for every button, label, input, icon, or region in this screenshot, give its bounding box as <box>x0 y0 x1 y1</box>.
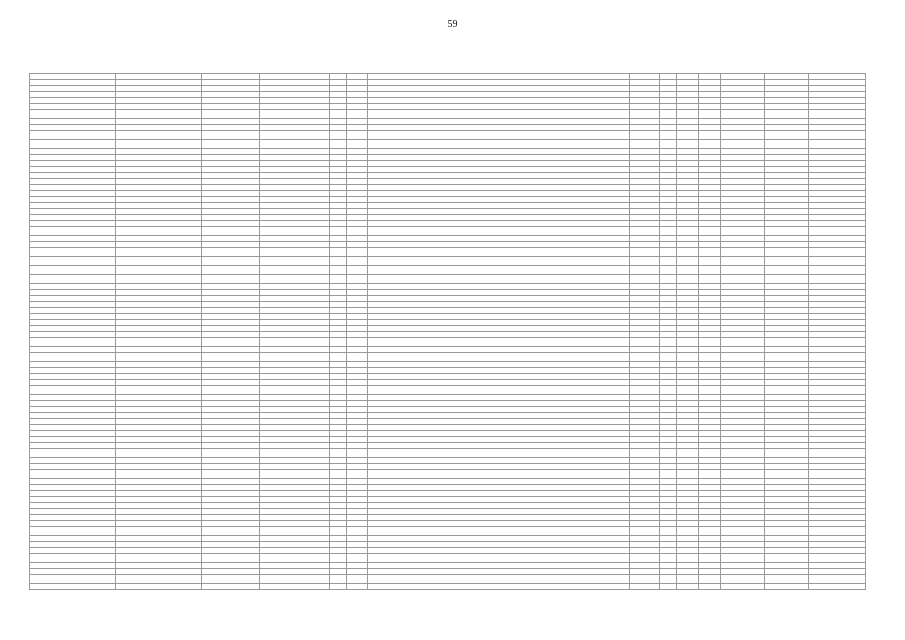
table-cell <box>809 470 866 479</box>
table-cell <box>116 527 202 536</box>
table-row <box>30 110 866 119</box>
table-cell <box>809 131 866 140</box>
table-cell <box>260 131 330 140</box>
table-cell <box>721 470 765 479</box>
table-cell <box>699 575 721 584</box>
table-cell <box>660 527 677 536</box>
table-cell <box>660 575 677 584</box>
table-cell <box>30 131 116 140</box>
table-cell <box>677 353 699 362</box>
table-cell <box>660 227 677 236</box>
table-cell <box>368 449 630 458</box>
table-cell <box>116 584 202 590</box>
table-cell <box>660 110 677 119</box>
table-cell <box>765 131 809 140</box>
table-cell <box>721 266 765 275</box>
table-cell <box>260 248 330 257</box>
table-cell <box>765 449 809 458</box>
table-cell <box>202 353 260 362</box>
table-cell <box>721 386 765 395</box>
table-cell <box>660 275 677 284</box>
table-cell <box>116 131 202 140</box>
table-cell <box>809 140 866 149</box>
table-cell <box>721 110 765 119</box>
table-cell <box>260 575 330 584</box>
table-cell <box>660 554 677 563</box>
table-cell <box>660 266 677 275</box>
table-row <box>30 338 866 347</box>
table-row <box>30 584 866 590</box>
table-cell <box>368 140 630 149</box>
table-cell <box>202 575 260 584</box>
table-row <box>30 257 866 266</box>
table-cell <box>677 338 699 347</box>
table-cell <box>721 584 765 590</box>
capital-repair-table <box>29 73 866 590</box>
table-cell <box>30 353 116 362</box>
table-cell <box>347 584 368 590</box>
table-cell <box>368 584 630 590</box>
table-cell <box>330 449 347 458</box>
table-cell <box>260 257 330 266</box>
table-cell <box>368 575 630 584</box>
table-cell <box>721 449 765 458</box>
table-cell <box>30 449 116 458</box>
table-cell <box>30 575 116 584</box>
table-cell <box>347 131 368 140</box>
table-cell <box>330 227 347 236</box>
table-cell <box>347 140 368 149</box>
table-cell <box>809 554 866 563</box>
table-cell <box>30 527 116 536</box>
table-cell <box>116 110 202 119</box>
table-cell <box>630 575 660 584</box>
table-cell <box>202 110 260 119</box>
table-cell <box>330 110 347 119</box>
table-cell <box>765 575 809 584</box>
table-cell <box>368 248 630 257</box>
table-row <box>30 248 866 257</box>
table-cell <box>202 527 260 536</box>
table-cell <box>721 131 765 140</box>
table-row <box>30 140 866 149</box>
table-cell <box>202 449 260 458</box>
table-cell <box>30 266 116 275</box>
table-cell <box>809 257 866 266</box>
table-cell <box>630 449 660 458</box>
table-cell <box>699 353 721 362</box>
table-cell <box>630 266 660 275</box>
table-cell <box>202 470 260 479</box>
table-cell <box>116 140 202 149</box>
table-row <box>30 266 866 275</box>
table-cell <box>116 449 202 458</box>
table-cell <box>202 554 260 563</box>
table-cell <box>660 584 677 590</box>
table-cell <box>630 584 660 590</box>
table-cell <box>699 584 721 590</box>
table-cell <box>660 386 677 395</box>
table-cell <box>630 227 660 236</box>
table-cell <box>368 227 630 236</box>
table-cell <box>809 584 866 590</box>
table-cell <box>765 353 809 362</box>
table-cell <box>677 275 699 284</box>
table-cell <box>30 275 116 284</box>
table-cell <box>202 257 260 266</box>
table-cell <box>368 257 630 266</box>
table-cell <box>630 140 660 149</box>
table-cell <box>765 386 809 395</box>
table-cell <box>368 554 630 563</box>
table-cell <box>116 575 202 584</box>
table-cell <box>809 227 866 236</box>
table-cell <box>630 470 660 479</box>
table-cell <box>699 386 721 395</box>
table-cell <box>30 248 116 257</box>
table-cell <box>721 227 765 236</box>
table-cell <box>30 140 116 149</box>
table-cell <box>630 386 660 395</box>
table-cell <box>330 527 347 536</box>
table-row <box>30 449 866 458</box>
table-cell <box>347 527 368 536</box>
table-cell <box>116 554 202 563</box>
table-cell <box>330 353 347 362</box>
table-cell <box>677 266 699 275</box>
page-number: 59 <box>447 19 458 30</box>
table-cell <box>260 110 330 119</box>
table-cell <box>677 449 699 458</box>
table-cell <box>677 257 699 266</box>
table-cell <box>330 470 347 479</box>
table-cell <box>677 386 699 395</box>
table-cell <box>699 257 721 266</box>
table-cell <box>630 110 660 119</box>
table-cell <box>330 386 347 395</box>
table-cell <box>330 554 347 563</box>
table-cell <box>330 584 347 590</box>
table-cell <box>330 131 347 140</box>
table-cell <box>809 248 866 257</box>
table-cell <box>699 110 721 119</box>
table-cell <box>202 386 260 395</box>
table-row <box>30 554 866 563</box>
table-cell <box>699 227 721 236</box>
table-row <box>30 470 866 479</box>
table-cell <box>347 110 368 119</box>
table-cell <box>721 353 765 362</box>
table-cell <box>30 554 116 563</box>
table-cell <box>765 527 809 536</box>
table-cell <box>630 527 660 536</box>
table-cell <box>347 275 368 284</box>
table-row <box>30 227 866 236</box>
table-cell <box>677 584 699 590</box>
table-cell <box>699 554 721 563</box>
table-cell <box>699 470 721 479</box>
table-cell <box>699 131 721 140</box>
table-cell <box>721 257 765 266</box>
table-cell <box>765 275 809 284</box>
table-cell <box>330 257 347 266</box>
table-cell <box>809 266 866 275</box>
table-cell <box>765 470 809 479</box>
table-cell <box>30 584 116 590</box>
table-cell <box>30 338 116 347</box>
table-cell <box>677 248 699 257</box>
table-cell <box>699 449 721 458</box>
table-cell <box>368 386 630 395</box>
table-cell <box>368 470 630 479</box>
table-cell <box>202 227 260 236</box>
table-row <box>30 575 866 584</box>
table-cell <box>260 470 330 479</box>
table-cell <box>30 386 116 395</box>
table-cell <box>330 266 347 275</box>
table-cell <box>721 338 765 347</box>
table-cell <box>116 227 202 236</box>
table-cell <box>677 575 699 584</box>
table-cell <box>30 470 116 479</box>
table-cell <box>347 257 368 266</box>
table-cell <box>660 248 677 257</box>
table-cell <box>699 338 721 347</box>
table-cell <box>809 527 866 536</box>
table-cell <box>721 527 765 536</box>
table-cell <box>765 248 809 257</box>
table-cell <box>660 353 677 362</box>
table-cell <box>260 554 330 563</box>
table-cell <box>721 575 765 584</box>
table-cell <box>660 449 677 458</box>
table-cell <box>116 266 202 275</box>
table-cell <box>330 140 347 149</box>
table-cell <box>347 248 368 257</box>
table-cell <box>347 266 368 275</box>
table-cell <box>660 470 677 479</box>
table-cell <box>368 527 630 536</box>
table-cell <box>677 227 699 236</box>
table-row <box>30 527 866 536</box>
table-cell <box>202 131 260 140</box>
table-cell <box>660 131 677 140</box>
table-cell <box>660 140 677 149</box>
table-cell <box>699 140 721 149</box>
table-row <box>30 353 866 362</box>
table-cell <box>202 140 260 149</box>
table-cell <box>330 338 347 347</box>
table-cell <box>699 248 721 257</box>
table-cell <box>630 353 660 362</box>
table-cell <box>260 527 330 536</box>
table-cell <box>368 266 630 275</box>
table-cell <box>260 386 330 395</box>
table-cell <box>765 266 809 275</box>
table-cell <box>202 248 260 257</box>
table-cell <box>809 575 866 584</box>
table-cell <box>809 386 866 395</box>
table-cell <box>809 449 866 458</box>
table-cell <box>677 131 699 140</box>
table-cell <box>721 275 765 284</box>
table-cell <box>677 527 699 536</box>
table-cell <box>202 275 260 284</box>
table-cell <box>116 338 202 347</box>
table-cell <box>630 275 660 284</box>
table-cell <box>347 470 368 479</box>
table-cell <box>260 584 330 590</box>
table-cell <box>368 110 630 119</box>
table-cell <box>660 257 677 266</box>
table-cell <box>721 140 765 149</box>
table-cell <box>116 386 202 395</box>
table-row <box>30 275 866 284</box>
table-cell <box>699 527 721 536</box>
table-cell <box>260 266 330 275</box>
table-cell <box>660 338 677 347</box>
table-cell <box>202 584 260 590</box>
table-cell <box>260 338 330 347</box>
table-cell <box>30 227 116 236</box>
table-cell <box>347 338 368 347</box>
table-cell <box>809 275 866 284</box>
table-cell <box>630 257 660 266</box>
table-cell <box>330 275 347 284</box>
table-cell <box>699 275 721 284</box>
table-cell <box>30 110 116 119</box>
table-cell <box>260 275 330 284</box>
table-cell <box>260 140 330 149</box>
table-cell <box>721 554 765 563</box>
table-cell <box>677 140 699 149</box>
table-cell <box>260 449 330 458</box>
table-cell <box>765 227 809 236</box>
table-cell <box>721 248 765 257</box>
table-cell <box>809 338 866 347</box>
table-cell <box>765 140 809 149</box>
table-cell <box>116 257 202 266</box>
table-cell <box>630 131 660 140</box>
table-cell <box>765 257 809 266</box>
table-cell <box>347 386 368 395</box>
table-cell <box>116 353 202 362</box>
table-cell <box>677 554 699 563</box>
table-cell <box>330 248 347 257</box>
table-cell <box>116 470 202 479</box>
table-cell <box>347 227 368 236</box>
table-cell <box>677 470 699 479</box>
table-cell <box>347 449 368 458</box>
table-cell <box>765 584 809 590</box>
table-body <box>30 74 866 590</box>
table-cell <box>30 257 116 266</box>
table-cell <box>368 338 630 347</box>
table-cell <box>260 353 330 362</box>
table-cell <box>347 554 368 563</box>
table-cell <box>677 110 699 119</box>
table-cell <box>765 110 809 119</box>
table-cell <box>260 227 330 236</box>
table-cell <box>116 248 202 257</box>
table-cell <box>699 266 721 275</box>
table-cell <box>368 275 630 284</box>
table-cell <box>630 554 660 563</box>
table-cell <box>368 353 630 362</box>
table-cell <box>630 338 660 347</box>
table-cell <box>116 275 202 284</box>
table-cell <box>765 554 809 563</box>
table-row <box>30 386 866 395</box>
table-row <box>30 131 866 140</box>
table-cell <box>765 338 809 347</box>
table-cell <box>202 266 260 275</box>
table-cell <box>330 575 347 584</box>
table-cell <box>347 353 368 362</box>
table-cell <box>809 353 866 362</box>
table-cell <box>347 575 368 584</box>
table-cell <box>809 110 866 119</box>
table-cell <box>630 248 660 257</box>
table-cell <box>368 131 630 140</box>
table-cell <box>202 338 260 347</box>
